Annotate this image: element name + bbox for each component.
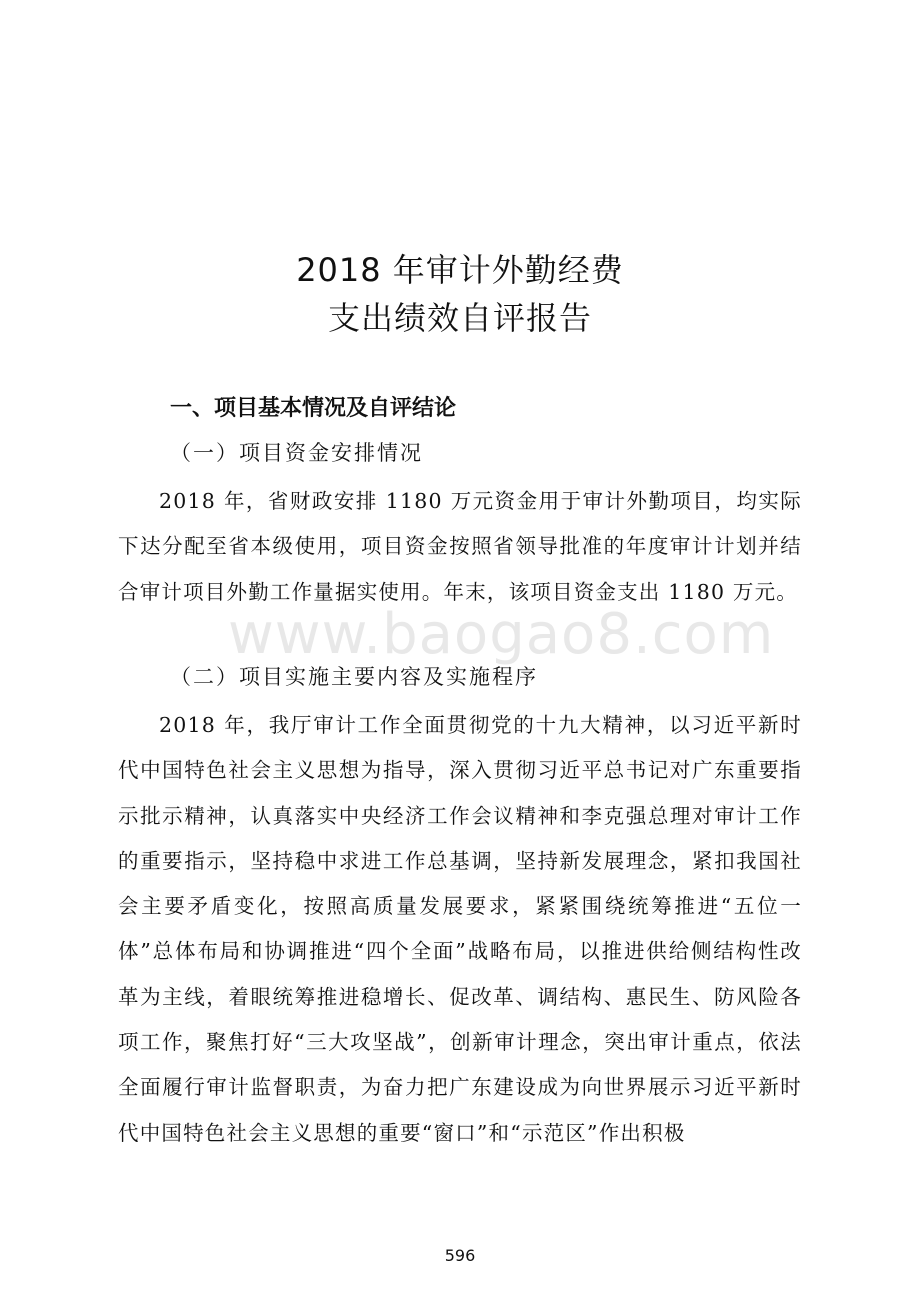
report-title-line-2: 支出绩效自评报告 <box>327 299 592 337</box>
section-heading-basic-info: 一、项目基本情况及自评结论 <box>170 396 457 421</box>
subsection-heading-funding: （一）项目资金安排情况 <box>170 441 423 465</box>
page-number: 596 <box>444 1246 476 1265</box>
paragraph-funding: 2018 年，省财政安排 1180 万元资金用于审计外勤项目，均实际下达分配至省本级使用，项目资金按照省领导批准的年度审计计划并结合审计项目外勤工作量据实使用。年末，该项目资金支出 1180 万元。 <box>118 489 802 604</box>
report-title-line-1: 2018 年审计外勤经费 <box>296 251 624 289</box>
subsection-heading-implementation: （二）项目实施主要内容及实施程序 <box>170 665 538 689</box>
paragraph-implementation: 2018 年，我厅审计工作全面贯彻党的十九大精神，以习近平新时代中国特色社会主义思想为指导，深入贯彻习近平总书记对广东重要指示批示精神，认真落实中央经济工作会议精神和李克强总理对审计工作的重要指示，坚持稳中求进工作总基调，坚持新发展理念，紧扣我国社会主要矛盾变化，按照高质量发展要求，紧紧围绕统筹推进“五位一体”总体布局和协调推进“四个全面”战略布局，以推进供给侧结构性改革为主线，着眼统筹推进稳增长、促改革、调结构、惠民生、防风险各项工作，聚焦打好“三大攻坚战”，创新审计理念，突出审计重点，依法全面履行审计监督职责，为奋力把广东建设成为向世界展示习近平新时代中国特色社会主义思想的重要“窗口”和“示范区”作出积极 <box>118 713 802 1145</box>
watermark-text: www.baogao8.com <box>228 602 775 667</box>
